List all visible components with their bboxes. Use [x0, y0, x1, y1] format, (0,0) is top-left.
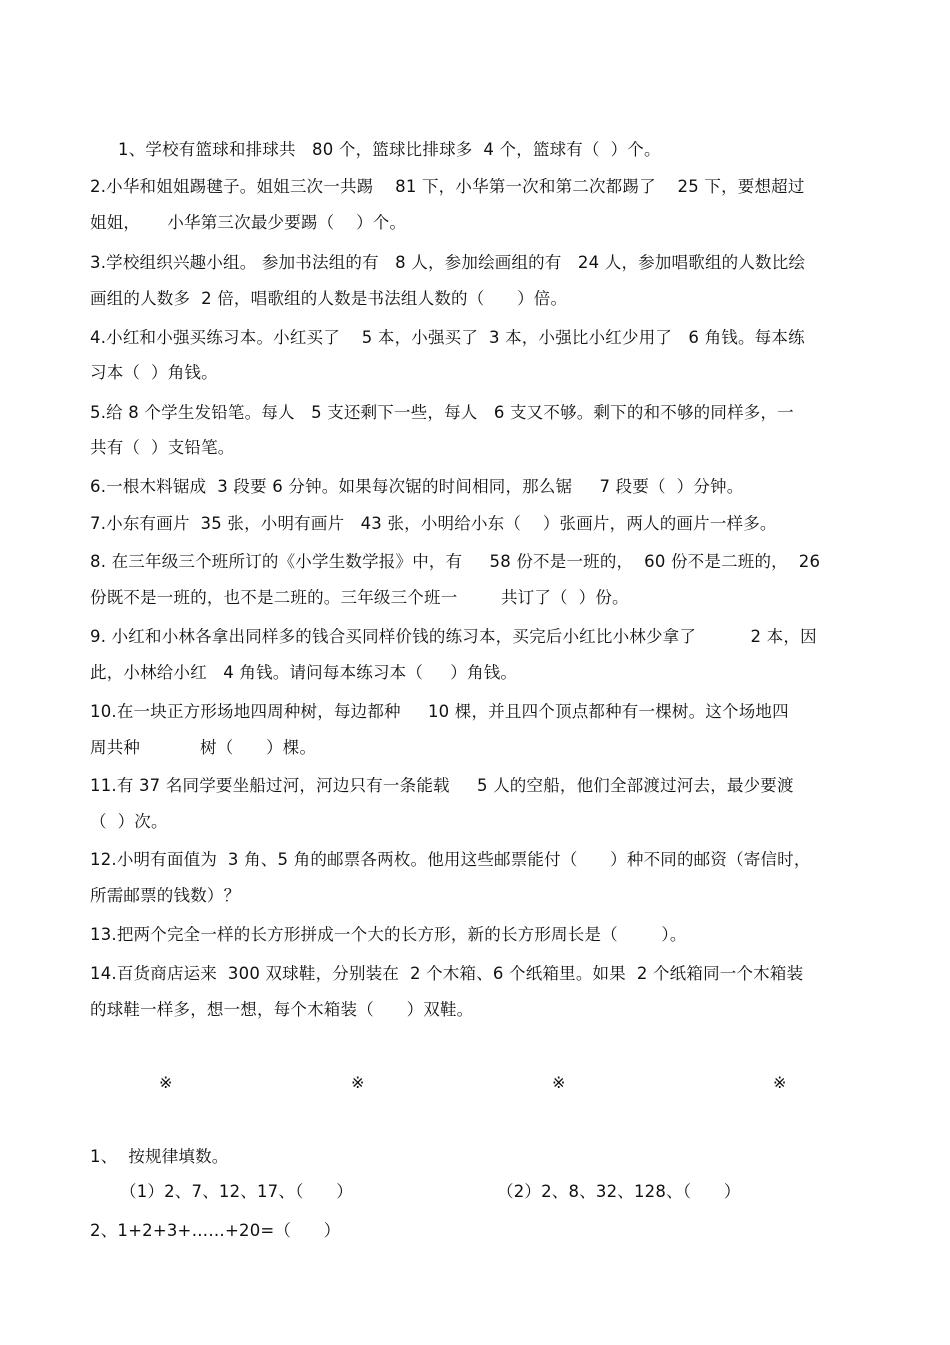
- section2-question-1-part-2: （2）2、8、32、128、（ ）: [497, 1182, 741, 1201]
- separator-mark-4: ※: [773, 1073, 787, 1092]
- problem-8-line-2: 份既不是一班的，也不是二班的。三年级三个班一 共订了（ ）份。: [90, 588, 629, 607]
- problem-5-line-1: 5.给 8 个学生发铅笔。每人 5 支还剩下一些，每人 6 支又不够。剩下的和不够的同样多，一: [90, 403, 794, 422]
- section2-question-2: 2、1+2+3+……+20=（ ）: [90, 1221, 341, 1240]
- problem-12-line-1: 12.小明有面值为 3 角、5 角的邮票各两枚。他用这些邮票能付（ ）种不同的邮资（寄信时，: [90, 850, 811, 869]
- problem-6-line-1: 6.一根木料锯成 3 段要 6 分钟。如果每次锯的时间相同，那么锯 7 段要（ ）分钟。: [90, 477, 744, 496]
- problem-11-line-1: 11.有 37 名同学要坐船过河，河边只有一条能载 5 人的空船，他们全部渡过河去，最少要渡: [90, 776, 794, 795]
- problem-10-line-2: 周共种 树（ ）棵。: [90, 738, 317, 757]
- problem-13-line-1: 13.把两个完全一样的长方形拼成一个大的长方形，新的长方形周长是（ ）。: [90, 925, 687, 944]
- problem-10-line-1: 10.在一块正方形场地四周种树，每边都种 10 棵，并且四个顶点都种有一棵树。这个场地四: [90, 702, 789, 721]
- problem-9-line-1: 9. 小红和小林各拿出同样多的钱合买同样价钱的练习本，买完后小红比小林少拿了 2 本，因: [90, 627, 817, 646]
- section2-question-1-title: 1、 按规律填数。: [90, 1147, 229, 1166]
- separator-mark-2: ※: [351, 1073, 365, 1092]
- problem-5-line-2: 共有（ ）支铅笔。: [90, 438, 235, 457]
- problem-14-line-1: 14.百货商店运来 300 双球鞋，分别装在 2 个木箱、6 个纸箱里。如果 2 个纸箱同一个木箱装: [90, 964, 804, 983]
- separator-mark-3: ※: [552, 1073, 566, 1092]
- problem-12-line-2: 所需邮票的钱数）？: [90, 886, 241, 905]
- problem-3-line-1: 3.学校组织兴趣小组。 参加书法组的有 8 人，参加绘画组的有 24 人，参加唱歌组的人数比绘: [90, 253, 806, 272]
- problem-8-line-1: 8. 在三年级三个班所订的《小学生数学报》中，有 58 份不是一班的， 60 份不是二班的， 26: [90, 552, 821, 571]
- problem-3-line-2: 画组的人数多 2 倍，唱歌组的人数是书法组人数的（ ）倍。: [90, 289, 568, 308]
- problem-14-line-2: 的球鞋一样多，想一想，每个木箱装（ ）双鞋。: [90, 1000, 474, 1019]
- problem-9-line-2: 此，小林给小红 4 角钱。请问每本练习本（ ）角钱。: [90, 663, 518, 682]
- problem-4-line-2: 习本（ ）角钱。: [90, 363, 218, 382]
- problem-11-line-2: （ ）次。: [90, 812, 168, 831]
- problem-2-line-1: 2.小华和姐姐踢毽子。姐姐三次一共踢 81 下，小华第一次和第二次都踢了 25 下，要想超过: [90, 177, 805, 196]
- problem-2-line-2: 姐姐， 小华第三次最少要踢（ ）个。: [90, 213, 407, 232]
- problem-4-line-1: 4.小红和小强买练习本。小红买了 5 本，小强买了 3 本，小强比小红少用了 6 角钱。每本练: [90, 328, 805, 347]
- section2-question-1-part-1: （1）2、7、12、17、（ ）: [120, 1182, 353, 1201]
- separator-mark-1: ※: [159, 1073, 173, 1092]
- problem-7-line-1: 7.小东有画片 35 张，小明有画片 43 张，小明给小东（ ）张画片，两人的画片一样多。: [90, 514, 777, 533]
- problem-1-line-1: 1、学校有篮球和排球共 80 个，篮球比排球多 4 个，篮球有（ ）个。: [118, 140, 661, 159]
